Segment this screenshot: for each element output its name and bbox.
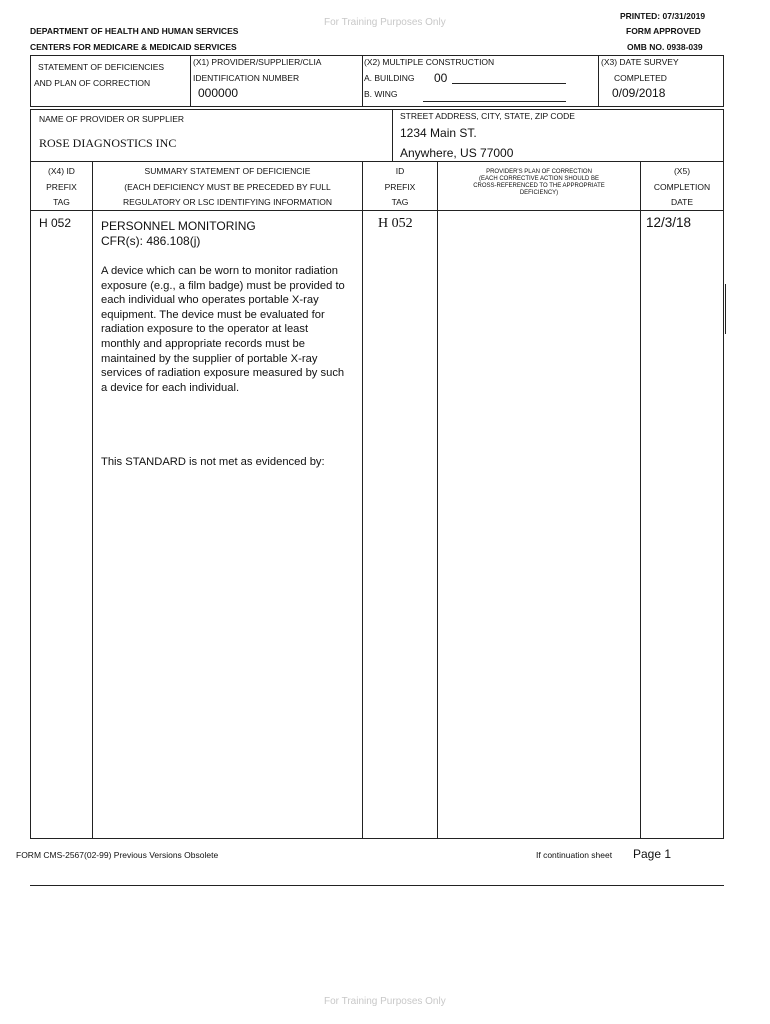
box1-div2 — [362, 55, 363, 107]
table-left — [30, 161, 31, 839]
x4-header-3: TAG — [53, 197, 70, 207]
address-line-1: 1234 Main ST. — [400, 126, 477, 140]
table-bottom — [30, 838, 724, 839]
col-div-1 — [92, 161, 93, 839]
deficiency-body: A device which can be worn to monitor radiation exposure (e.g., a film badge) must be provided to each individual who operates portable X-ray equipment. The device must be evaluated for radiation exposure to the operator at least monthly and appropriate records must be maintained by the supplier of portable X-ray services of radiation exposure measured by such a device for each individual. — [101, 265, 345, 394]
wing-underline — [423, 101, 566, 102]
col-div-3 — [437, 161, 438, 839]
provider-name-label: NAME OF PROVIDER OR SUPPLIER — [39, 114, 184, 124]
deficiency-title: PERSONNEL MONITORING — [101, 219, 256, 233]
x5-header-2: COMPLETION — [653, 182, 711, 192]
plan-header-1: PROVIDER'S PLAN OF CORRECTION — [486, 169, 592, 175]
building-value: 00 — [434, 71, 448, 85]
summary-header-3: REGULATORY OR LSC IDENTIFYING INFORMATION — [123, 197, 332, 207]
box1-div1 — [190, 55, 191, 107]
address-line-2: Anywhere, US 77000 — [400, 146, 514, 160]
summary-header-2: (EACH DEFICIENCY MUST BE PRECEDED BY FULL — [124, 182, 331, 192]
centers-name: CENTERS FOR MEDICARE & MEDICAID SERVICES — [30, 42, 237, 52]
right-margin-mark — [725, 284, 726, 334]
department-name: DEPARTMENT OF HEALTH AND HUMAN SERVICES — [30, 26, 239, 36]
x2-label: (X2) MULTIPLE CONSTRUCTION — [364, 57, 495, 67]
provider-id-value: 000000 — [198, 86, 239, 100]
box2-left — [30, 109, 31, 162]
table-right — [723, 161, 724, 839]
plan-header-4: DEFICIENCY) — [519, 190, 559, 196]
x5-header-1: (X5) — [673, 166, 691, 176]
x5-header-3: DATE — [670, 197, 694, 207]
page-number: Page 1 — [633, 847, 672, 861]
omb-number: OMB NO. 0938-039 — [627, 42, 703, 52]
box2-right — [723, 109, 724, 162]
x1-label-2: IDENTIFICATION NUMBER — [193, 73, 300, 83]
header-bottom — [30, 210, 724, 211]
id-header-3: TAG — [391, 197, 409, 207]
building-label: A. BUILDING — [364, 73, 415, 83]
printed-date: PRINTED: 07/31/2019 — [620, 11, 706, 21]
col-div-4 — [640, 161, 641, 839]
x4-header-2: PREFIX — [46, 182, 77, 192]
deficiency-cfr: CFR(s): 486.108(j) — [101, 234, 201, 248]
box1-bottom — [30, 106, 724, 107]
x1-label-1: (X1) PROVIDER/SUPPLIER/CLIA — [193, 57, 322, 67]
footer-rule — [30, 885, 724, 886]
provider-name-value: ROSE DIAGNOSTICS INC — [39, 136, 177, 150]
watermark-top: For Training Purposes Only — [324, 17, 446, 28]
plan-header-3: CROSS-REFERENCED TO THE APPROPRIATE — [473, 183, 605, 189]
deficiency-tag: H 052 — [39, 216, 72, 230]
x3-label-2: COMPLETED — [614, 73, 667, 83]
summary-header-1: SUMMARY STATEMENT OF DEFICIENCIE — [144, 166, 311, 176]
id-header-2: PREFIX — [384, 182, 416, 192]
x3-label-1: (X3) DATE SURVEY — [601, 57, 679, 67]
continuation-label: If continuation sheet — [536, 850, 613, 860]
plan-id-tag: H 052 — [378, 216, 413, 231]
standard-statement: This STANDARD is not met as evidenced by: — [101, 456, 325, 468]
wing-label: B. WING — [364, 89, 398, 99]
box2-bottom — [30, 161, 724, 162]
address-label: STREET ADDRESS, CITY, STATE, ZIP CODE — [400, 111, 575, 121]
statement-label-2: AND PLAN OF CORRECTION — [34, 78, 151, 88]
box1-div3 — [598, 55, 599, 107]
box1-left — [30, 55, 31, 107]
id-header-1: ID — [395, 166, 405, 176]
box1-top — [30, 55, 724, 56]
box1-right — [723, 55, 724, 107]
survey-date-value: 0/09/2018 — [612, 86, 666, 100]
statement-label-1: STATEMENT OF DEFICIENCIES — [38, 62, 165, 72]
watermark-bottom: For Training Purposes Only — [324, 996, 446, 1007]
form-approved: FORM APPROVED — [626, 26, 701, 36]
x4-header-1: (X4) ID — [48, 166, 75, 176]
form-number: FORM CMS-2567(02-99) Previous Versions Obsolete — [16, 850, 219, 860]
col-div-2 — [362, 161, 363, 839]
plan-header-2: (EACH CORRECTIVE ACTION SHOULD BE — [478, 176, 600, 182]
box2-div — [392, 109, 393, 162]
building-underline — [452, 83, 566, 84]
completion-date: 12/3/18 — [646, 215, 692, 230]
box2-top — [30, 109, 724, 110]
